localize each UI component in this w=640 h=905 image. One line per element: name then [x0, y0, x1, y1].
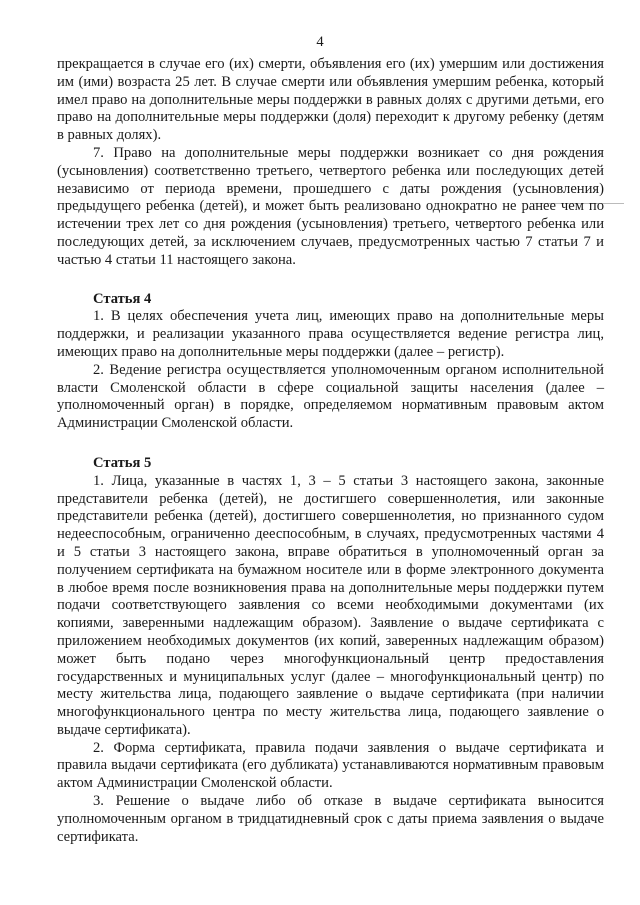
page-number: 4 [316, 34, 324, 50]
article-5-paragraph-2: 2. Форма сертификата, правила подачи заявления о выдаче сертификата и правила выдачи сертификата (его дубликата) устанавливаются нормативным правовым актом Администрации Смоленской области. [57, 739, 604, 792]
article-4-title: Статья 4 [93, 290, 152, 307]
paragraph-continuation: прекращается в случае его (их) смерти, объявления его (их) умершим или достижения им (ими) возраста 25 лет. В случае смерти или объявления умершим ребенка, который имел право на дополнительные меры поддержки в равных долях с другими детьми, его право на дополнительные меры поддержки (доля) переходит к другому ребенку (детям в равных долях). [57, 56, 604, 144]
document-body [57, 56, 604, 846]
spacer [57, 270, 604, 291]
article-4-paragraph-1: 1. В целях обеспечения учета лиц, имеющих право на дополнительные меры поддержки, и реализации указанного права осуществляется ведение регистра лиц, имеющих право на дополнительные меры поддержки (далее – регистр). [57, 308, 604, 360]
article-5-paragraph-1: 1. Лица, указанные в частях 1, 3 – 5 статьи 3 настоящего закона, законные представители ребенка (детей), не достигшего совершеннолетия, или законные представители ребенка (детей), достигшего совершеннолетия, но признанного судом недееспособным, ограниченно дееспособным, в случаях, предусмотренных частями 4 и 5 статьи 3 настоящего закона, вправе обратиться в уполномоченный орган за получением сертификата на бумажном носителе или в форме электронного документа в любое время после возникновения права на дополнительные меры поддержки путем подачи соответствующего заявления со всеми необходимыми документами (их копиями, заверенными надлежащим образом). Заявление о выдаче сертификата с приложением необходимых документов (их копий, заверенных надлежащим образом) может быть подано через многофункциональный центр предоставления государственных и муниципальных услуг (далее – многофункциональный центр) по месту жительства лица, подающего заявление о выдаче сертификата (при наличии многофункционального центра по месту жительства лица, подающего заявление о выдаче сертификата). [57, 472, 604, 738]
paragraph-7: 7. Право на дополнительные меры поддержки возникает со дня рождения (усыновления) соответственно третьего, четвертого ребенка или последующих детей независимо от периода времени, прошедшего с даты рождения (усыновления) предыдущего ребенка (детей), и может быть реализовано однократно не ранее чем по истечении трех лет со дня рождения (усыновления) третьего, четвертого ребенка или последующих детей, за исключением случаев, предусмотренных частью 7 статьи 7 и частью 4 статьи 11 настоящего закона. [57, 144, 604, 268]
article-5-paragraph-3: 3. Решение о выдаче либо об отказе в выдаче сертификата выносится уполномоченным органом в тридцатидневный срок с даты приема заявления о выдаче сертификата. [57, 793, 604, 845]
article-4-paragraph-2: 2. Ведение регистра осуществляется уполномоченным органом исполнительной власти Смоленской области в сфере социальной защиты населения (далее – уполномоченный орган) в порядке, определяемом нормативным правовым актом Администрации Смоленской области. [57, 361, 604, 432]
article-5-title: Статья 5 [93, 454, 152, 471]
spacer [57, 433, 604, 455]
